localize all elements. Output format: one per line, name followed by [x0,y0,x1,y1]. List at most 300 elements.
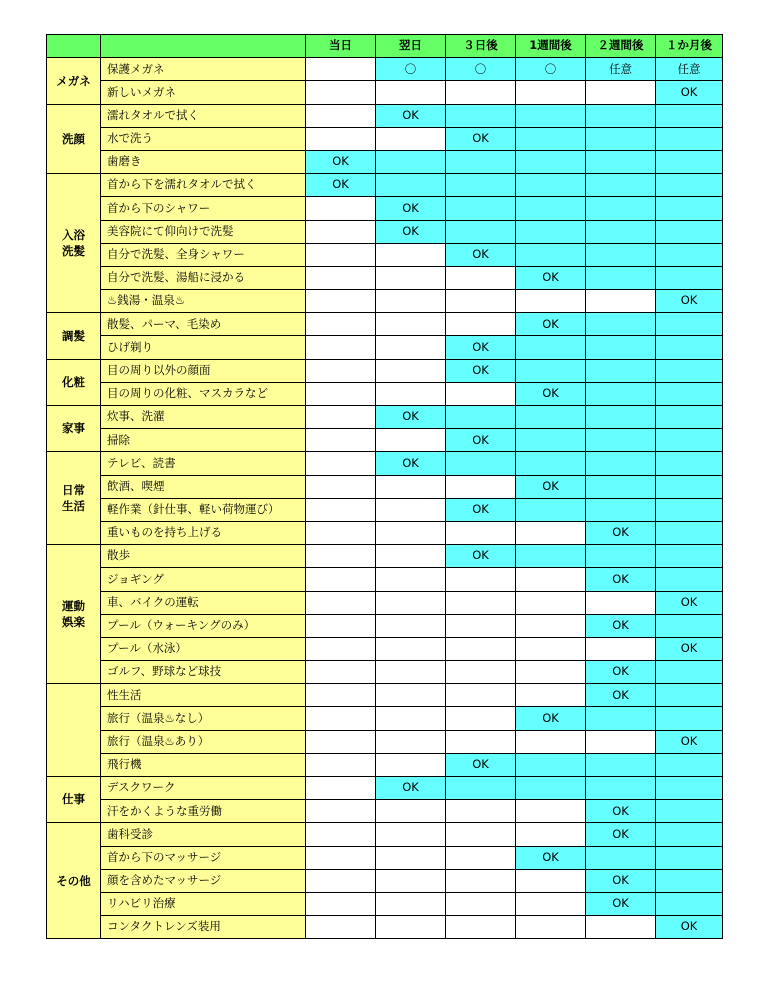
timing-cell [376,637,446,660]
timing-cell [516,104,586,127]
table-row [47,591,723,614]
timing-cell [376,127,446,150]
timing-cell [656,266,723,289]
timing-cell [516,730,586,753]
timing-cell [446,614,516,637]
timing-cell [376,174,446,197]
timing-cell [656,197,723,220]
table-row [47,290,723,313]
timing-cell [446,892,516,915]
timing-cell [516,800,586,823]
timing-cell [446,290,516,313]
timing-cell [306,661,376,684]
header-same-day: 当日 [306,35,376,58]
activity-label: 濡れタオルで拭く [101,104,306,127]
activity-label: 性生活 [101,684,306,707]
timing-cell [586,359,656,382]
timing-cell: 〇 [516,58,586,81]
timing-cell: OK [586,661,656,684]
timing-cell [376,243,446,266]
timing-cell [376,336,446,359]
timing-cell [656,429,723,452]
table-row [47,498,723,521]
activity-label: プール（ウォーキングのみ） [101,614,306,637]
timing-cell [516,359,586,382]
timing-cell [516,753,586,776]
table-row [47,637,723,660]
timing-cell [656,220,723,243]
timing-cell [376,313,446,336]
timing-cell: OK [516,707,586,730]
table-row [47,800,723,823]
timing-cell: OK [516,382,586,405]
table-row [47,614,723,637]
timing-cell [586,174,656,197]
timing-cell [586,243,656,266]
table-row [47,777,723,800]
timing-cell [586,313,656,336]
timing-cell [306,753,376,776]
timing-cell [516,290,586,313]
timing-cell [446,707,516,730]
timing-cell [586,336,656,359]
timing-cell [516,777,586,800]
timing-cell [516,637,586,660]
timing-cell [376,521,446,544]
activity-label: 顔を含めたマッサージ [101,869,306,892]
timing-cell [656,661,723,684]
activity-label: 散髪、パーマ、毛染め [101,313,306,336]
timing-cell [446,197,516,220]
header-category [47,35,101,58]
timing-cell [586,452,656,475]
timing-cell [656,892,723,915]
timing-cell: OK [516,846,586,869]
timing-cell [306,313,376,336]
timing-cell [516,545,586,568]
timing-cell [446,591,516,614]
timing-cell: OK [376,452,446,475]
header-3-days: ３日後 [446,35,516,58]
timing-cell [516,150,586,173]
timing-cell [376,545,446,568]
table-row [47,707,723,730]
activity-label: 首から下を濡れタオルで拭く [101,174,306,197]
timing-cell [586,707,656,730]
timing-cell: OK [446,753,516,776]
activity-label: 美容院にて仰向けで洗髪 [101,220,306,243]
timing-cell: OK [656,591,723,614]
timing-cell [446,777,516,800]
activity-label: 歯磨き [101,150,306,173]
activity-label: 散歩 [101,545,306,568]
timing-cell [306,58,376,81]
timing-cell [376,266,446,289]
timing-cell [516,429,586,452]
timing-cell [586,545,656,568]
timing-cell [656,127,723,150]
header-2-weeks: ２週間後 [586,35,656,58]
activity-label: 保護メガネ [101,58,306,81]
category-cell: 化粧 [47,359,101,405]
table-row [47,521,723,544]
timing-cell [306,243,376,266]
activity-label: ジョギング [101,568,306,591]
timing-cell [656,684,723,707]
timing-cell: OK [446,359,516,382]
timing-cell [516,197,586,220]
table-row [47,150,723,173]
timing-cell: OK [376,777,446,800]
timing-cell [586,916,656,939]
activity-label: 旅行（温泉♨あり） [101,730,306,753]
timing-cell [446,150,516,173]
timing-cell: OK [376,406,446,429]
timing-cell [306,614,376,637]
timing-cell [446,313,516,336]
table-row [47,336,723,359]
activity-label: プール（水泳） [101,637,306,660]
timing-cell [656,568,723,591]
timing-cell [656,614,723,637]
timing-cell: OK [446,336,516,359]
timing-cell [306,475,376,498]
timing-cell [446,916,516,939]
timing-cell [516,498,586,521]
timing-cell [586,846,656,869]
timing-cell [516,220,586,243]
timing-cell [656,406,723,429]
timing-cell [306,869,376,892]
activity-label: 首から下のマッサージ [101,846,306,869]
timing-cell [306,452,376,475]
timing-cell: OK [656,81,723,104]
timing-cell [306,382,376,405]
table-row [47,174,723,197]
activity-label: 旅行（温泉♨なし） [101,707,306,730]
timing-cell [376,869,446,892]
header-1-week: 1週間後 [516,35,586,58]
timing-cell: OK [376,197,446,220]
timing-cell [586,127,656,150]
table-row [47,684,723,707]
timing-cell [446,568,516,591]
timing-cell [306,220,376,243]
category-cell: 運動 娯楽 [47,545,101,684]
table-row [47,313,723,336]
timing-cell [306,359,376,382]
category-cell: 入浴 洗髪 [47,174,101,313]
table-row [47,823,723,846]
timing-cell [446,846,516,869]
timing-cell [376,498,446,521]
timing-cell [586,498,656,521]
activity-label: 目の周りの化粧、マスカラなど [101,382,306,405]
timing-cell [376,359,446,382]
header-next-day: 翌日 [376,35,446,58]
timing-cell [516,823,586,846]
timing-cell [446,406,516,429]
table-row [47,892,723,915]
table-row [47,753,723,776]
timing-cell [306,684,376,707]
timing-cell [446,684,516,707]
timing-cell [656,777,723,800]
timing-cell [376,916,446,939]
timing-cell [586,730,656,753]
timing-cell [306,127,376,150]
timing-cell [656,800,723,823]
activity-label: テレビ、読書 [101,452,306,475]
timing-cell [306,892,376,915]
timing-cell [516,591,586,614]
timing-cell [656,313,723,336]
header-1-month: １か月後 [656,35,723,58]
timing-cell: OK [586,892,656,915]
activity-label: ひげ剃り [101,336,306,359]
timing-cell: OK [656,637,723,660]
table-row [47,382,723,405]
timing-cell [516,336,586,359]
timing-cell [516,568,586,591]
timing-cell [306,197,376,220]
timing-cell [656,823,723,846]
timing-cell [306,336,376,359]
activity-label: ゴルフ、野球など球技 [101,661,306,684]
timing-cell [376,684,446,707]
timing-cell [306,266,376,289]
timing-cell [446,521,516,544]
table-row [47,58,723,81]
timing-cell [586,290,656,313]
timing-cell [656,869,723,892]
timing-cell [376,475,446,498]
timing-cell [586,406,656,429]
timing-cell [446,174,516,197]
timing-cell [656,243,723,266]
timing-cell [516,174,586,197]
timing-cell [586,220,656,243]
timing-cell [446,661,516,684]
activity-label: 飲酒、喫煙 [101,475,306,498]
activity-label: 汗をかくような重労働 [101,800,306,823]
timing-cell [376,382,446,405]
category-cell [47,684,101,777]
table-row [47,916,723,939]
timing-cell: OK [306,174,376,197]
activity-label: 掃除 [101,429,306,452]
table-row [47,104,723,127]
timing-cell [306,521,376,544]
timing-cell: OK [306,150,376,173]
activity-label: 重いものを持ち上げる [101,521,306,544]
timing-cell [586,81,656,104]
timing-cell [586,104,656,127]
table-row [47,545,723,568]
category-cell: 調髪 [47,313,101,359]
timing-cell [516,684,586,707]
category-cell: 洗顔 [47,104,101,174]
table-row [47,220,723,243]
timing-cell: 任意 [586,58,656,81]
timing-cell [306,730,376,753]
timing-cell [376,753,446,776]
timing-cell [656,521,723,544]
timing-cell [306,406,376,429]
table-row [47,452,723,475]
timing-cell [306,800,376,823]
timing-cell: OK [516,266,586,289]
timing-cell: OK [586,869,656,892]
timing-cell: OK [586,800,656,823]
activity-schedule-table [46,34,723,939]
timing-cell [376,823,446,846]
timing-cell: OK [586,568,656,591]
table-row [47,846,723,869]
timing-cell: OK [586,823,656,846]
activity-label: 歯科受診 [101,823,306,846]
table-row [47,475,723,498]
timing-cell: OK [586,614,656,637]
timing-cell [516,452,586,475]
category-cell: メガネ [47,58,101,104]
timing-cell [516,916,586,939]
timing-cell: OK [376,104,446,127]
timing-cell [306,591,376,614]
activity-label: 自分で洗髪、湯船に浸かる [101,266,306,289]
timing-cell: 〇 [376,58,446,81]
timing-cell [446,730,516,753]
table-row [47,197,723,220]
timing-cell: OK [656,916,723,939]
timing-cell [586,150,656,173]
timing-cell: OK [376,220,446,243]
timing-cell [586,475,656,498]
timing-cell [516,406,586,429]
activity-label: 飛行機 [101,753,306,776]
activity-label: ♨銭湯・温泉♨ [101,290,306,313]
timing-cell: OK [656,290,723,313]
timing-cell [656,382,723,405]
activity-label: 新しいメガネ [101,81,306,104]
timing-cell: OK [446,127,516,150]
timing-cell [446,823,516,846]
timing-cell [586,266,656,289]
timing-cell [306,81,376,104]
timing-cell: OK [656,730,723,753]
timing-cell [516,81,586,104]
timing-cell [516,892,586,915]
header-row [47,35,723,58]
table-row [47,568,723,591]
timing-cell [376,614,446,637]
timing-cell [306,707,376,730]
timing-cell [446,637,516,660]
timing-cell [446,869,516,892]
activity-label: 首から下のシャワー [101,197,306,220]
timing-cell [516,521,586,544]
timing-cell [656,846,723,869]
timing-cell [586,382,656,405]
timing-cell [586,591,656,614]
table-row [47,730,723,753]
timing-cell [656,150,723,173]
category-cell: 家事 [47,406,101,452]
category-cell: その他 [47,823,101,939]
timing-cell [656,452,723,475]
activity-label: デスクワーク [101,777,306,800]
activity-label: 軽作業（針仕事、軽い荷物運び） [101,498,306,521]
timing-cell [656,498,723,521]
timing-cell [306,846,376,869]
timing-cell [306,429,376,452]
timing-cell [656,475,723,498]
timing-cell [376,81,446,104]
timing-cell [656,545,723,568]
timing-cell [306,777,376,800]
timing-cell [306,916,376,939]
timing-cell [656,104,723,127]
timing-cell [586,753,656,776]
timing-cell [306,637,376,660]
activity-label: コンタクトレンズ装用 [101,916,306,939]
timing-cell [376,661,446,684]
table-row [47,266,723,289]
timing-cell [376,568,446,591]
timing-cell [446,382,516,405]
table-row [47,127,723,150]
timing-cell [306,104,376,127]
timing-cell [586,197,656,220]
table-row [47,359,723,382]
timing-cell [376,429,446,452]
timing-cell [656,753,723,776]
timing-cell [376,290,446,313]
table-row [47,869,723,892]
timing-cell: OK [446,545,516,568]
timing-cell [306,545,376,568]
activity-label: 炊事、洗濯 [101,406,306,429]
timing-cell [446,266,516,289]
timing-cell [516,661,586,684]
timing-cell [516,869,586,892]
timing-cell [306,290,376,313]
timing-cell [586,429,656,452]
timing-cell [656,336,723,359]
activity-label: リハビリ治療 [101,892,306,915]
timing-cell [446,452,516,475]
activity-label: 車、バイクの運転 [101,591,306,614]
timing-cell [306,498,376,521]
activity-label: 目の周り以外の顔面 [101,359,306,382]
table-row [47,243,723,266]
timing-cell: OK [446,429,516,452]
timing-cell: OK [586,684,656,707]
header-item [101,35,306,58]
timing-cell [376,707,446,730]
timing-cell [446,81,516,104]
timing-cell [516,243,586,266]
timing-cell: OK [516,313,586,336]
table-row [47,429,723,452]
timing-cell [446,104,516,127]
timing-cell [376,150,446,173]
timing-cell [446,220,516,243]
timing-cell: OK [446,498,516,521]
category-cell: 日常 生活 [47,452,101,545]
timing-cell [376,800,446,823]
timing-cell [656,707,723,730]
